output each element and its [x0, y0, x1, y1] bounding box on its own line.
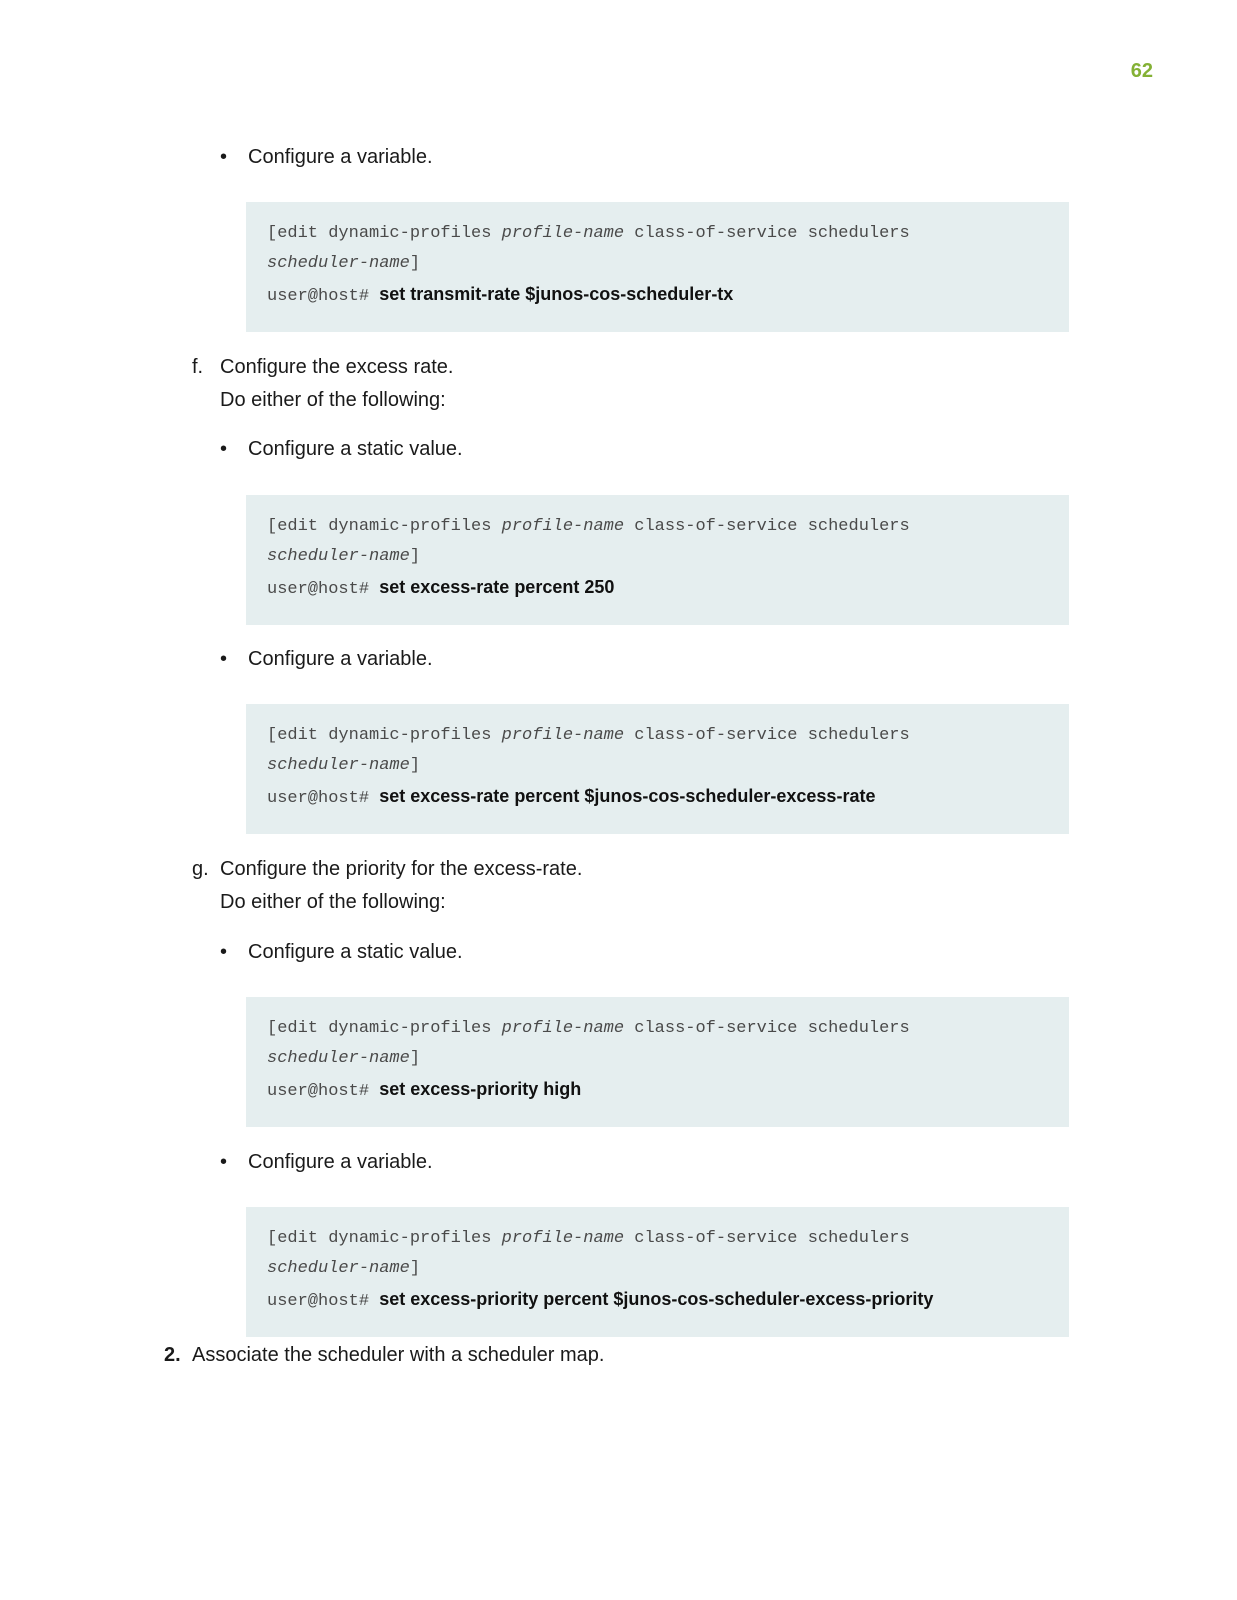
step-g-subtext: Do either of the following: — [220, 891, 446, 913]
code-line-scheduler: scheduler-name] — [267, 547, 421, 566]
step-text: Associate the scheduler with a scheduler map. — [192, 1344, 605, 1366]
code-line-scheduler: scheduler-name] — [267, 254, 421, 273]
step-marker: 2. — [164, 1344, 181, 1366]
code-line-edit: [edit dynamic-profiles profile-name class-of-service schedulers — [267, 726, 910, 745]
cli-command: set transmit-rate $junos-cos-scheduler-tx — [379, 284, 734, 304]
step-text: Configure the priority for the excess-rate. — [220, 858, 583, 880]
bullet-dot: • — [220, 438, 228, 460]
code-block — [246, 997, 1069, 1127]
code-block — [246, 1207, 1069, 1337]
step-f-subtext: Do either of the following: — [220, 389, 446, 411]
bullet-text: Configure a variable. — [248, 146, 433, 168]
code-line-command: user@host# set excess-priority percent $junos-cos-scheduler-excess-priority — [267, 1289, 934, 1311]
cli-command: set excess-priority percent $junos-cos-scheduler-excess-priority — [379, 1289, 934, 1309]
code-line-scheduler: scheduler-name] — [267, 756, 421, 775]
code-block — [246, 495, 1069, 625]
code-line-command: user@host# set excess-rate percent 250 — [267, 577, 615, 599]
code-line-scheduler: scheduler-name] — [267, 1259, 421, 1278]
code-line-command: user@host# set excess-priority high — [267, 1079, 582, 1101]
page-number: 62 — [1130, 60, 1153, 82]
bullet-text: Configure a variable. — [248, 1151, 433, 1173]
code-line-edit: [edit dynamic-profiles profile-name class-of-service schedulers — [267, 1019, 910, 1038]
bullet-text: Configure a variable. — [248, 648, 433, 670]
code-line-scheduler: scheduler-name] — [267, 1049, 421, 1068]
code-block — [246, 704, 1069, 834]
cli-command: set excess-rate percent 250 — [379, 577, 615, 597]
code-block — [246, 202, 1069, 332]
code-line-command: user@host# set transmit-rate $junos-cos-scheduler-tx — [267, 284, 734, 306]
cli-command: set excess-priority high — [379, 1079, 582, 1099]
step-text: Configure the excess rate. — [220, 356, 454, 378]
bullet-dot: • — [220, 648, 228, 670]
step-marker: g. — [192, 858, 209, 880]
bullet-dot: • — [220, 941, 228, 963]
bullet-text: Configure a static value. — [248, 438, 463, 460]
code-line-edit: [edit dynamic-profiles profile-name class-of-service schedulers — [267, 224, 910, 243]
code-line-command: user@host# set excess-rate percent $junos-cos-scheduler-excess-rate — [267, 786, 876, 808]
bullet-dot: • — [220, 1151, 228, 1173]
step-marker: f. — [192, 356, 204, 378]
code-line-edit: [edit dynamic-profiles profile-name class-of-service schedulers — [267, 1229, 910, 1248]
bullet-text: Configure a static value. — [248, 941, 463, 963]
cli-command: set excess-rate percent $junos-cos-scheduler-excess-rate — [379, 786, 876, 806]
code-line-edit: [edit dynamic-profiles profile-name class-of-service schedulers — [267, 517, 910, 536]
bullet-dot: • — [220, 146, 228, 168]
